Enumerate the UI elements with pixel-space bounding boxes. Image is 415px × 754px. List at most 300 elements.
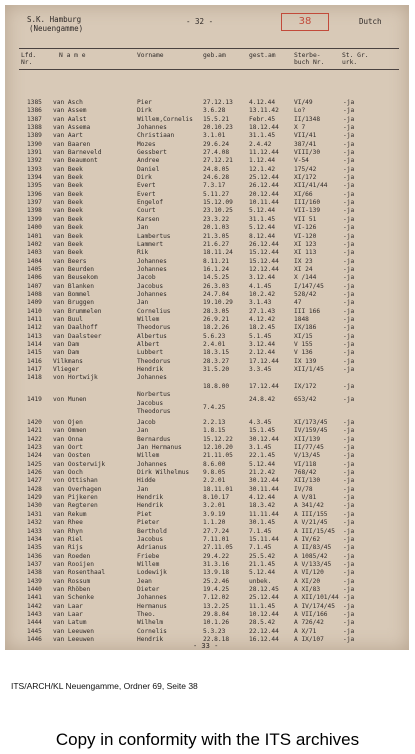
subplace-label: (Neuengamme) <box>29 24 84 33</box>
surname: van Bommel <box>53 290 91 298</box>
death-register-number: XI/173/45 <box>294 419 328 427</box>
birth-date: 16.1.24 <box>203 265 230 273</box>
birth-date: 23.10.25 <box>203 207 233 215</box>
surname: van Onna <box>53 435 83 443</box>
status-mark: -ja <box>343 215 355 223</box>
death-register-number: A IV/174/45 <box>294 602 335 610</box>
surname: van Beek <box>53 207 83 215</box>
table-row <box>5 461 409 469</box>
table-row <box>5 166 409 174</box>
death-date: 3.12.44 <box>249 274 276 282</box>
death-register-number: VII-139 <box>294 207 321 215</box>
death-register-number: IX 139 <box>294 357 317 365</box>
birth-date: 15.5.21 <box>203 115 230 123</box>
first-name: Karsen <box>137 215 160 223</box>
death-register-number: IX 23 <box>294 257 313 265</box>
table-row <box>5 316 409 324</box>
first-name: Johannes <box>137 594 167 602</box>
status-mark: -ja <box>343 469 355 477</box>
status-mark: -ja <box>343 282 355 290</box>
first-name: Lubbert <box>137 349 164 357</box>
table-row <box>5 132 409 140</box>
first-name: Hidde <box>137 477 156 485</box>
col-header-nr: Lfd. Nr. <box>21 52 37 66</box>
status-mark: -ja <box>343 427 355 435</box>
death-date: 15.12.44 <box>249 257 279 265</box>
death-register-number: A X/71 <box>294 627 317 635</box>
surname: van Beek <box>53 249 83 257</box>
birth-date: 9.8.05 <box>203 469 226 477</box>
status-mark: -ja <box>343 224 355 232</box>
birth-date: 15.12.22 <box>203 435 233 443</box>
surname: van Regteren <box>53 502 98 510</box>
first-name: Albert <box>137 340 160 348</box>
table-row <box>5 427 409 435</box>
status-mark: -ja <box>343 419 355 427</box>
death-date: 31.1.45 <box>249 132 276 140</box>
status-mark: -ja <box>343 552 355 560</box>
table-row <box>5 141 409 149</box>
footer-page-number: - 33 - <box>193 642 219 650</box>
birth-date: 12.10.20 <box>203 444 233 452</box>
surname: van Beek <box>53 165 83 173</box>
table-row <box>5 99 409 107</box>
surname: van Rossum <box>53 577 91 585</box>
death-register-number: A II/83/45 <box>294 544 332 552</box>
death-date: 5.12.44 <box>249 224 276 232</box>
row-number: 1386 <box>27 107 42 115</box>
death-register-number: IV/78 <box>294 485 313 493</box>
row-number: 1402 <box>27 240 42 248</box>
table-row <box>5 494 409 502</box>
first-name: Jan <box>137 485 149 493</box>
place-label: S.K. Hamburg <box>27 15 82 24</box>
status-mark: -ja <box>343 307 355 315</box>
first-name: Piet <box>137 510 152 518</box>
row-number: 1423 <box>27 444 42 452</box>
header-rule-top <box>19 48 399 49</box>
surname: van Beek <box>53 182 83 190</box>
birth-date: 18.3.15 <box>203 349 230 357</box>
first-name: Christiaan <box>137 132 175 140</box>
death-date: 11.1.45 <box>249 602 276 610</box>
status-mark: -ja <box>343 560 355 568</box>
status-mark: -ja <box>343 569 355 577</box>
death-register-number: X 7 <box>294 124 306 132</box>
death-date: 30.12.44 <box>249 477 279 485</box>
row-number: 1393 <box>27 165 42 173</box>
row-number: 1422 <box>27 435 42 443</box>
death-date: 27.1.43 <box>249 307 276 315</box>
col-header-st: St. Gr. urk. <box>342 52 369 66</box>
row-number: 1390 <box>27 140 42 148</box>
row-number: 1408 <box>27 290 42 298</box>
row-number: 1440 <box>27 585 42 593</box>
birth-date: 5.6.23 <box>203 332 226 340</box>
birth-date: 27.12.21 <box>203 157 233 165</box>
death-register-number: IX/186 <box>294 324 317 332</box>
status-mark: -ja <box>343 494 355 502</box>
death-register-number: 47 <box>294 299 302 307</box>
table-row <box>5 174 409 182</box>
birth-date: 2.4.01 <box>203 340 226 348</box>
row-number: 1397 <box>27 199 42 207</box>
surname: van Aalst <box>53 115 87 123</box>
first-name: Evert <box>137 182 156 190</box>
status-mark: -ja <box>343 207 355 215</box>
first-name: Pieter <box>137 519 160 527</box>
table-row <box>5 207 409 215</box>
surname: van Pijkeren <box>53 494 98 502</box>
table-row <box>5 419 409 427</box>
death-date: 11.12.44 <box>249 149 279 157</box>
status-mark: -ja <box>343 460 355 468</box>
first-name: Willem,Cornelis <box>137 115 193 123</box>
row-number: 1406 <box>27 274 42 282</box>
death-date: 15.11.44 <box>249 535 279 543</box>
surname: van Dam <box>53 340 80 348</box>
surname: van Beek <box>53 240 83 248</box>
birth-date: 31.5.20 <box>203 366 230 373</box>
status-mark: -ja <box>343 115 355 123</box>
status-mark: -ja <box>343 502 355 510</box>
birth-date: 25.2.46 <box>203 577 230 585</box>
death-date: 7.1.45 <box>249 544 272 552</box>
birth-date: 22.8.18 <box>203 635 230 643</box>
status-mark: -ja <box>343 527 355 535</box>
row-number: 1428 <box>27 485 42 493</box>
death-register-number: 528/42 <box>294 290 317 298</box>
death-date: 30.12.44 <box>249 435 279 443</box>
table-row <box>5 266 409 274</box>
first-name: Jan Hermanus <box>137 444 182 452</box>
surname: van Blanken <box>53 282 94 290</box>
death-date: 2.4.42 <box>249 140 272 148</box>
birth-date: 31.3.16 <box>203 560 230 568</box>
table-row <box>5 358 409 366</box>
archive-caption: Copy in conformity with the ITS archives <box>55 730 360 749</box>
table-row <box>5 586 409 594</box>
col-header-geb: geb.am <box>203 52 226 59</box>
table-row <box>5 374 409 382</box>
death-date: 17.12.44 <box>249 382 279 390</box>
table-row <box>5 619 409 627</box>
death-register-number: V-54 <box>294 157 309 165</box>
birth-date: 15.12.09 <box>203 199 233 207</box>
table-row <box>5 199 409 207</box>
surname: van Oort <box>53 444 83 452</box>
death-date: 1.12.44 <box>249 157 276 165</box>
death-register-number: VI-120 <box>294 232 317 240</box>
status-mark: -ja <box>343 107 355 115</box>
row-number: 1412 <box>27 324 42 332</box>
surname: van Beaumont <box>53 157 98 165</box>
row-number: 1414 <box>27 340 42 348</box>
birth-date: 1.8.15 <box>203 427 226 435</box>
surname: van Beusekom <box>53 274 98 282</box>
status-mark: -ja <box>343 265 355 273</box>
status-mark: -ja <box>343 349 355 357</box>
first-name: Dirk <box>137 174 152 182</box>
first-name: Lammert <box>137 240 164 248</box>
death-date: 5.12.44 <box>249 460 276 468</box>
status-mark: -ja <box>343 535 355 543</box>
status-mark: -ja <box>343 165 355 173</box>
death-date: 25.5.42 <box>249 552 276 560</box>
table-row <box>5 274 409 282</box>
birth-date: 21.6.27 <box>203 240 230 248</box>
first-name: Hendrik <box>137 494 164 502</box>
table-row <box>5 241 409 249</box>
first-name: Dirk <box>137 107 152 115</box>
table-row <box>5 528 409 536</box>
table-row <box>5 233 409 241</box>
death-register-number: V/13/45 <box>294 452 321 460</box>
surname: van Oosten <box>53 452 91 460</box>
birth-date: 29.6.24 <box>203 140 230 148</box>
table-row <box>5 553 409 561</box>
death-date: 3.1.45 <box>249 444 272 452</box>
death-register-number: VI/118 <box>294 460 317 468</box>
row-number: 1438 <box>27 569 42 577</box>
birth-date: 3.2.01 <box>203 502 226 510</box>
table-row <box>5 308 409 316</box>
table-row <box>5 519 409 527</box>
death-register-number: Lo? <box>294 107 306 115</box>
death-register-number: II/77/45 <box>294 444 324 452</box>
death-register-number: X /144 <box>294 274 317 282</box>
death-register-number: A XII/101/44 <box>294 594 339 602</box>
death-register-number: VII 51 <box>294 215 317 223</box>
row-number: 1416 <box>27 357 42 365</box>
status-mark: -ja <box>343 477 355 485</box>
row-number: 1427 <box>27 477 42 485</box>
death-register-number: A III/155 <box>294 510 328 518</box>
first-name: Hendrik <box>137 366 164 373</box>
surname: van Riel <box>53 535 83 543</box>
row-number: 1434 <box>27 535 42 543</box>
birth-date: 7.12.02 <box>203 594 230 602</box>
birth-date: 26.3.03 <box>203 282 230 290</box>
table-row <box>5 107 409 115</box>
surname: Vilkmans <box>53 357 83 365</box>
death-date: 18.3.42 <box>249 502 276 510</box>
death-date: 11.11.44 <box>249 510 279 518</box>
first-name: Jacob <box>137 274 156 282</box>
death-date: 3.12.44 <box>249 340 276 348</box>
surname: van Beek <box>53 232 83 240</box>
surname: van Barneveld <box>53 149 102 157</box>
table-row <box>5 258 409 266</box>
col-header-buch: Sterbe- buch Nr. <box>294 52 325 66</box>
row-number: 1424 <box>27 452 42 460</box>
first-name: Johannes <box>137 124 167 132</box>
surname: van Ooch <box>53 469 83 477</box>
birth-date: 23.3.22 <box>203 215 230 223</box>
first-name: Engelof <box>137 199 164 207</box>
death-date: 5.1.45 <box>249 332 272 340</box>
birth-date: 3.1.01 <box>203 132 226 140</box>
surname: van Bruggen <box>53 299 94 307</box>
death-date: 4.12.44 <box>249 494 276 502</box>
row-number: 1398 <box>27 207 42 215</box>
first-name: Pier <box>137 99 152 106</box>
table-row <box>5 341 409 349</box>
death-register-number: A 726/42 <box>294 619 324 627</box>
col-header-gest: gest.am <box>249 52 276 59</box>
row-number: 1444 <box>27 619 42 627</box>
surname: van Schenke <box>53 594 94 602</box>
death-date: 22.1.45 <box>249 452 276 460</box>
first-name: Daniel <box>137 165 160 173</box>
death-register-number: A IV/62 <box>294 535 321 543</box>
status-mark: -ja <box>343 274 355 282</box>
first-name: Jan <box>137 427 149 435</box>
table-row <box>5 561 409 569</box>
status-mark: -ja <box>343 602 355 610</box>
surname: von Ojen <box>53 419 83 427</box>
row-number: 1387 <box>27 115 42 123</box>
birth-date: 27.7.24 <box>203 527 230 535</box>
surname: van Leeuwen <box>53 627 94 635</box>
death-register-number: 653/42 <box>294 396 317 404</box>
death-date: 20.12.44 <box>249 190 279 198</box>
death-register-number: A XI/20 <box>294 577 321 585</box>
row-number: 1430 <box>27 502 42 510</box>
birth-date: 18.11.01 <box>203 485 233 493</box>
first-name: Jan <box>137 299 149 307</box>
death-date: 15.1.45 <box>249 427 276 435</box>
birth-date: 5.11.27 <box>203 190 230 198</box>
page-number: - 32 - <box>186 17 214 26</box>
surname: van Laar <box>53 610 83 618</box>
surname: van Rosenthaal <box>53 569 106 577</box>
first-name: Evert <box>137 190 156 198</box>
death-date: 7.1.45 <box>249 527 272 535</box>
birth-date: 28.3.05 <box>203 307 230 315</box>
birth-date: 8.11.21 <box>203 257 230 265</box>
first-name: Willem <box>137 315 160 323</box>
death-date: 4.12.44 <box>249 99 276 106</box>
row-number: 1441 <box>27 594 42 602</box>
death-register-number: VI-126 <box>294 224 317 232</box>
surname: Vlieger <box>53 366 80 373</box>
table-row <box>5 569 409 577</box>
death-date: 26.12.44 <box>249 182 279 190</box>
death-register-number: A V/81 <box>294 494 317 502</box>
birth-date: 27.11.05 <box>203 544 233 552</box>
status-mark: -ja <box>343 99 355 106</box>
death-register-number: A XI/83 <box>294 585 321 593</box>
row-number: 1409 <box>27 299 42 307</box>
table-row <box>5 291 409 299</box>
death-register-number: IV/159/45 <box>294 427 328 435</box>
death-register-number: IX/172 <box>294 382 317 390</box>
first-name: Theo. <box>137 610 156 618</box>
surname: van Beek <box>53 199 83 207</box>
row-number: 1443 <box>27 610 42 618</box>
register-table <box>5 99 409 644</box>
status-mark: -ja <box>343 627 355 635</box>
death-date: 25.12.44 <box>249 174 279 182</box>
status-mark: -ja <box>343 240 355 248</box>
nationality-label: Dutch <box>359 17 382 26</box>
status-mark: -ja <box>343 315 355 323</box>
birth-date: 29.4.22 <box>203 552 230 560</box>
first-name: Johannes <box>137 265 167 273</box>
surname: van Aart <box>53 132 83 140</box>
table-row <box>5 283 409 291</box>
surname: van Daalsteer <box>53 332 102 340</box>
surname: van Ommen <box>53 427 87 435</box>
first-name: Theodorus <box>137 324 171 332</box>
status-mark: -ja <box>343 366 355 373</box>
status-mark: -ja <box>343 485 355 493</box>
death-date: 12.12.44 <box>249 265 279 273</box>
birth-date: 13.9.18 <box>203 569 230 577</box>
table-row <box>5 628 409 636</box>
first-name: Court <box>137 207 156 215</box>
death-date: 17.12.44 <box>249 357 279 365</box>
row-number: 1442 <box>27 602 42 610</box>
first-name: Friebe <box>137 552 160 560</box>
surname: van Assema <box>53 124 91 132</box>
death-register-number: XII/139 <box>294 435 321 443</box>
death-date: 4.12.42 <box>249 315 276 323</box>
first-name: Hendrik <box>137 502 164 510</box>
birth-date: 20.1.03 <box>203 224 230 232</box>
table-row <box>5 299 409 307</box>
first-name: Cornelis <box>137 627 167 635</box>
surname: van Beurden <box>53 265 94 273</box>
status-mark: -ja <box>343 299 355 307</box>
row-number: 1395 <box>27 182 42 190</box>
archive-stamp: 38 <box>281 13 329 31</box>
first-name: Johannes <box>137 374 167 382</box>
death-date: 24.8.42 <box>249 396 276 404</box>
first-name: Lambertus <box>137 232 171 240</box>
surname: van Rhyn <box>53 527 83 535</box>
status-mark: -ja <box>343 577 355 585</box>
table-row <box>5 149 409 157</box>
status-mark: -ja <box>343 519 355 527</box>
death-register-number: A 1085/42 <box>294 552 328 560</box>
first-name: Dirk Wilhelmus <box>137 469 190 477</box>
row-number: 1413 <box>27 332 42 340</box>
death-date: 3.3.45 <box>249 366 272 373</box>
surname: von Munen <box>53 396 87 404</box>
first-name: Albertus <box>137 332 167 340</box>
birth-date: 20.10.23 <box>203 124 233 132</box>
birth-date: 27.12.13 <box>203 99 233 106</box>
status-mark: -ja <box>343 594 355 602</box>
status-mark: -ja <box>343 510 355 518</box>
first-name: Hendrik <box>137 635 164 643</box>
birth-date: 14.5.25 <box>203 274 230 282</box>
status-mark: -ja <box>343 544 355 552</box>
table-row <box>5 436 409 444</box>
status-mark: -ja <box>343 174 355 182</box>
birth-date: 8.10.17 <box>203 494 230 502</box>
death-date: 8.12.44 <box>249 232 276 240</box>
first-name: Bernardus <box>137 435 171 443</box>
surname: van Daalhoff <box>53 324 98 332</box>
surname: van Beek <box>53 224 83 232</box>
row-number: 1420 <box>27 419 42 427</box>
table-row <box>5 182 409 190</box>
surname: van Beek <box>53 215 83 223</box>
death-date: 18.12.44 <box>249 124 279 132</box>
